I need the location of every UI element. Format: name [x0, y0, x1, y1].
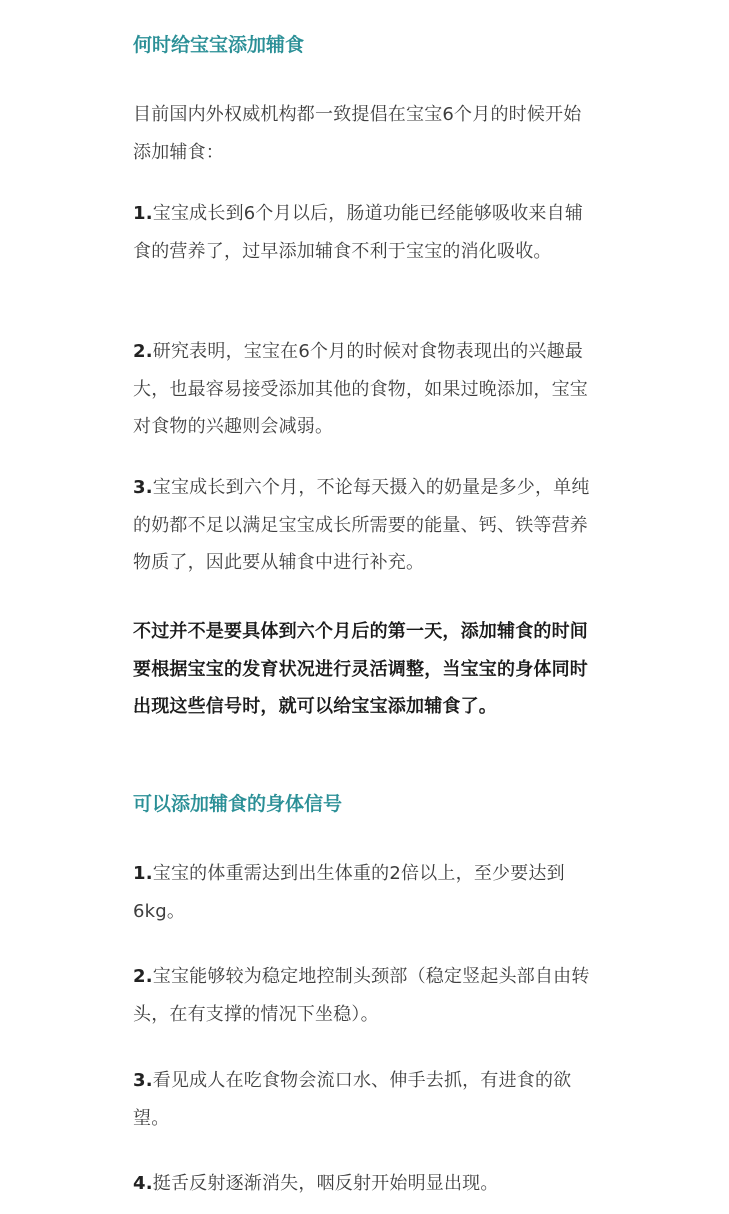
- signal-item-4-number: 4.: [133, 1173, 153, 1194]
- signal-item-3: [133, 1062, 593, 1137]
- reason-item-2-text: 研究表明，宝宝在6个月的时候对食物表现出的兴趣最大，也最容易接受添加其他的食物，如果过晚添加，宝宝对食物的兴趣则会减弱。: [133, 341, 588, 437]
- bold-note-paragraph: 不过并不是要具体到六个月后的第一天，添加辅食的时间要根据宝宝的发育状况进行灵活调整，当宝宝的身体同时出现这些信号时，就可以给宝宝添加辅食了。: [133, 621, 588, 717]
- reason-item-1: [133, 195, 593, 270]
- signal-item-3-text: 看见成人在吃食物会流口水、伸手去抓，有进食的欲望。: [133, 1070, 572, 1129]
- reason-item-3: [133, 469, 593, 582]
- reason-item-2: [133, 333, 593, 446]
- signal-item-4-text: 挺舌反射逐渐消失，咽反射开始明显出现。: [152, 1173, 499, 1194]
- signal-item-2: [133, 958, 593, 1033]
- reason-item-3-number: 3.: [133, 477, 153, 498]
- reason-item-1-text: 宝宝成长到6个月以后，肠道功能已经能够吸收来自辅食的营养了，过早添加辅食不利于宝宝的消化吸收。: [133, 203, 584, 262]
- reason-item-1-number: 1.: [133, 203, 153, 224]
- signal-item-4: [133, 1165, 593, 1203]
- signal-item-2-number: 2.: [133, 966, 153, 987]
- section-heading-when: 何时给宝宝添加辅食: [133, 34, 305, 56]
- reason-item-2-number: 2.: [133, 341, 153, 362]
- section-heading-signals: 可以添加辅食的身体信号: [133, 793, 343, 815]
- signal-item-1-number: 1.: [133, 863, 153, 884]
- signal-item-3-number: 3.: [133, 1070, 153, 1091]
- signal-item-1: [133, 855, 593, 930]
- signal-item-1-text: 宝宝的体重需达到出生体重的2倍以上，至少要达到6kg。: [133, 863, 565, 922]
- reason-item-3-text: 宝宝成长到六个月，不论每天摄入的奶量是多少，单纯的奶都不足以满足宝宝成长所需要的能量、钙、铁等营养物质了，因此要从辅食中进行补充。: [133, 477, 590, 573]
- signal-item-2-text: 宝宝能够较为稳定地控制头颈部（稳定竖起头部自由转头，在有支撑的情况下坐稳）。: [133, 966, 590, 1025]
- intro-paragraph: 目前国内外权威机构都一致提倡在宝宝6个月的时候开始添加辅食：: [133, 104, 582, 163]
